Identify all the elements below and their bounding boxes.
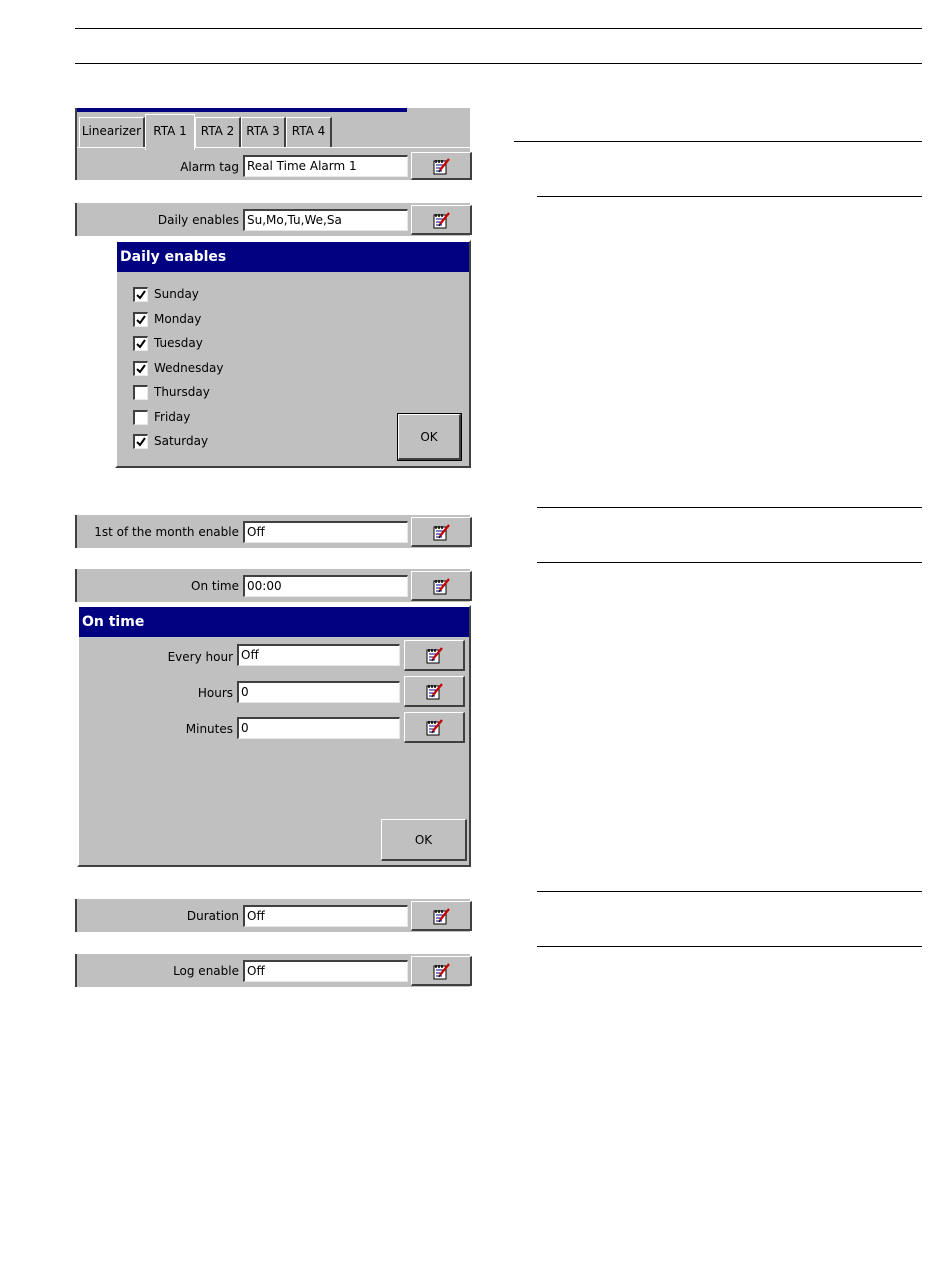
alarm-tag-field[interactable]: Real Time Alarm 1 bbox=[243, 155, 408, 177]
edit-notepad-icon bbox=[431, 522, 451, 542]
tab-rta4[interactable]: RTA 4 bbox=[286, 117, 332, 147]
every-hour-field[interactable]: Off bbox=[237, 644, 400, 666]
daily-enables-label: Daily enables bbox=[157, 213, 239, 227]
on-time-field[interactable]: 00:00 bbox=[243, 575, 408, 597]
duration-field[interactable]: Off bbox=[243, 905, 408, 927]
day-label: Thursday bbox=[154, 385, 210, 399]
edit-notepad-icon bbox=[424, 681, 444, 701]
day-checkbox-5[interactable] bbox=[133, 410, 148, 425]
tab-linearizer[interactable]: Linearizer bbox=[79, 117, 145, 147]
on-time-dialog bbox=[77, 605, 471, 867]
on-time-dialog-title: On time bbox=[79, 607, 469, 637]
right-rule-3 bbox=[537, 507, 922, 508]
first-of-month-label: 1st of the month enable bbox=[94, 525, 239, 539]
right-rule-1 bbox=[514, 141, 922, 142]
day-label: Sunday bbox=[154, 287, 199, 301]
log-enable-field[interactable]: Off bbox=[243, 960, 408, 982]
log-enable-edit-button[interactable] bbox=[411, 956, 472, 986]
edit-notepad-icon bbox=[424, 717, 444, 737]
hours-label: Hours bbox=[197, 686, 233, 700]
alarm-tag-label: Alarm tag bbox=[180, 160, 239, 174]
daily-enables-dialog bbox=[115, 240, 471, 468]
top-rule bbox=[75, 28, 922, 29]
log-enable-label: Log enable bbox=[173, 964, 239, 978]
duration-edit-button[interactable] bbox=[411, 901, 472, 931]
title-strip bbox=[77, 108, 407, 112]
daily-enables-row bbox=[75, 203, 470, 236]
daily-enables-edit-button[interactable] bbox=[411, 205, 472, 235]
header-rule bbox=[75, 63, 922, 64]
daily-enables-ok-button[interactable]: OK bbox=[398, 414, 461, 460]
tab-rta2[interactable]: RTA 2 bbox=[195, 117, 241, 147]
edit-notepad-icon bbox=[431, 906, 451, 926]
minutes-label: Minutes bbox=[185, 722, 233, 736]
log-enable-row bbox=[75, 954, 470, 987]
daily-enables-dialog-title: Daily enables bbox=[117, 242, 469, 272]
first-of-month-edit-button[interactable] bbox=[411, 517, 472, 547]
right-rule-4 bbox=[537, 562, 922, 563]
edit-notepad-icon bbox=[431, 576, 451, 596]
tab-baseline-right bbox=[195, 147, 472, 148]
hours-field[interactable]: 0 bbox=[237, 681, 400, 703]
tab-rta1[interactable]: RTA 1 bbox=[145, 114, 195, 150]
daily-enables-field[interactable]: Su,Mo,Tu,We,Sa bbox=[243, 209, 408, 231]
day-checkbox-0[interactable] bbox=[133, 287, 148, 302]
check-mark-icon bbox=[135, 338, 147, 350]
day-checkbox-3[interactable] bbox=[133, 361, 148, 376]
on-time-edit-button[interactable] bbox=[411, 571, 472, 601]
edit-notepad-icon bbox=[424, 645, 444, 665]
day-checkbox-2[interactable] bbox=[133, 336, 148, 351]
first-of-month-field[interactable]: Off bbox=[243, 521, 408, 543]
day-label: Tuesday bbox=[154, 336, 203, 350]
edit-notepad-icon bbox=[431, 961, 451, 981]
on-time-label: On time bbox=[191, 579, 239, 593]
hours-edit-button[interactable] bbox=[404, 676, 465, 707]
edit-notepad-icon bbox=[431, 156, 451, 176]
day-label: Monday bbox=[154, 311, 202, 326]
day-checkbox-1[interactable] bbox=[133, 312, 148, 327]
right-rule-5 bbox=[537, 891, 922, 892]
day-label: Saturday bbox=[154, 434, 209, 448]
alarm-tag-edit-button[interactable] bbox=[411, 152, 472, 180]
check-mark-icon bbox=[135, 436, 147, 448]
every-hour-edit-button[interactable] bbox=[404, 640, 465, 671]
check-mark-icon bbox=[135, 314, 147, 326]
tab-baseline-left bbox=[77, 147, 145, 148]
right-rule-6 bbox=[537, 946, 922, 947]
tab-rta3[interactable]: RTA 3 bbox=[241, 117, 286, 147]
first-of-month-row bbox=[75, 515, 470, 548]
on-time-row bbox=[75, 569, 470, 602]
on-time-ok-button[interactable]: OK bbox=[381, 819, 467, 861]
duration-label: Duration bbox=[186, 909, 239, 923]
day-checkbox-6[interactable] bbox=[133, 434, 148, 449]
edit-notepad-icon bbox=[431, 210, 451, 230]
check-mark-icon bbox=[135, 289, 147, 301]
every-hour-label: Every hour bbox=[167, 650, 233, 664]
tab-panel bbox=[75, 108, 470, 180]
day-checkbox-4[interactable] bbox=[133, 385, 148, 400]
check-mark-icon bbox=[135, 363, 147, 375]
day-label: Wednesday bbox=[154, 360, 224, 375]
minutes-field[interactable]: 0 bbox=[237, 717, 400, 739]
day-label: Friday bbox=[154, 409, 191, 424]
minutes-edit-button[interactable] bbox=[404, 712, 465, 743]
duration-row bbox=[75, 899, 470, 932]
right-rule-2 bbox=[537, 196, 922, 197]
